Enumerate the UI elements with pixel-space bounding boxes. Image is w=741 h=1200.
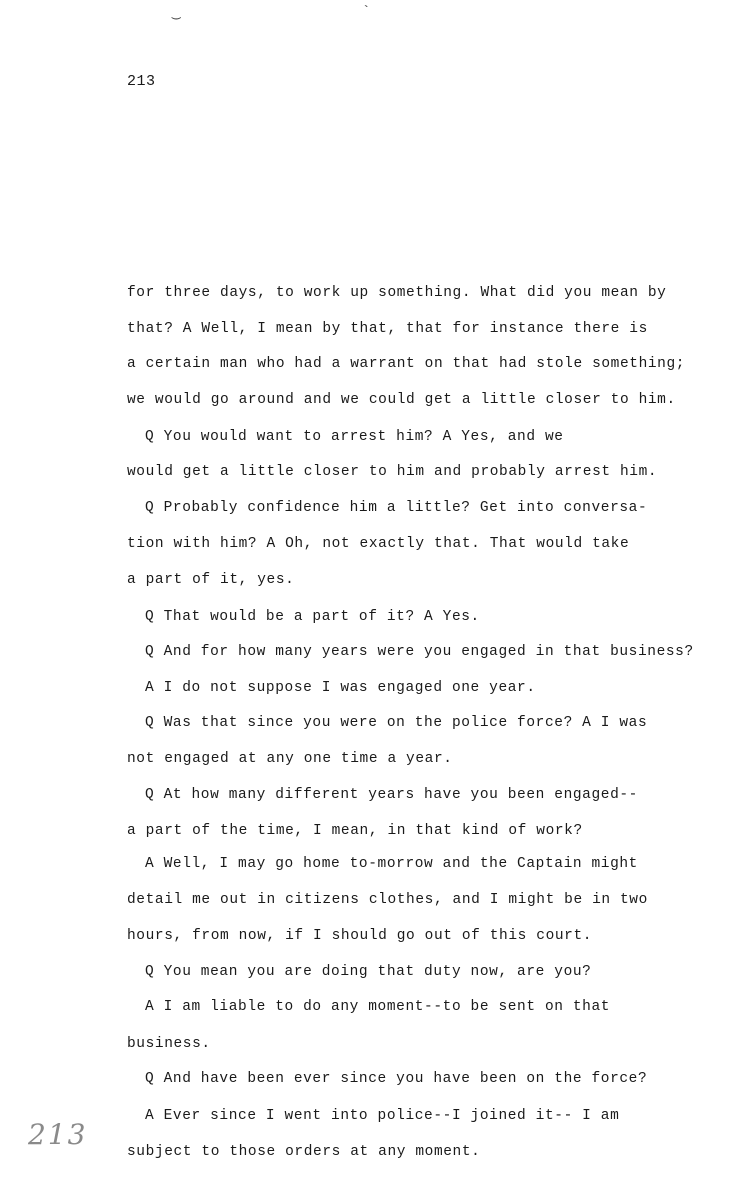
text-line: business. [127,1036,211,1052]
text-line: Q That would be a part of it? A Yes. [145,609,480,625]
text-line: a part of the time, I mean, in that kind of work? [127,823,583,839]
punch-mark: ` [362,4,371,20]
text-line: that? A Well, I mean by that, that for instance there is [127,321,648,337]
text-line: Q You mean you are doing that duty now, are you? [145,964,592,980]
text-line: would get a little closer to him and probably arrest him. [127,464,658,480]
text-line: we would go around and we could get a little closer to him. [127,392,676,408]
text-line: A I do not suppose I was engaged one year. [145,680,536,696]
text-line: Q Probably confidence him a little? Get into conversa- [145,500,648,516]
text-line: hours, from now, if I should go out of this court. [127,928,593,944]
page-number: 213 [127,73,156,90]
text-line: not engaged at any one time a year. [127,751,453,767]
text-line: tion with him? A Oh, not exactly that. That would take [127,536,630,552]
text-line: A Ever since I went into police--I joined it-- I am [145,1108,620,1124]
text-line: Q And have been ever since you have been on the force? [145,1071,648,1087]
text-line: detail me out in citizens clothes, and I might be in two [127,892,648,908]
text-line: A I am liable to do any moment--to be sent on that [145,999,611,1015]
text-line: a certain man who had a warrant on that had stole something; [127,356,686,372]
text-line: a part of it, yes. [127,572,295,588]
text-line: Q At how many different years have you been engaged-- [145,787,638,803]
text-line: subject to those orders at any moment. [127,1144,481,1160]
text-line: for three days, to work up something. What did you mean by [127,285,667,301]
handwritten-margin-number: 213 [28,1118,88,1151]
text-line: Q You would want to arrest him? A Yes, and we [145,429,564,445]
text-line: A Well, I may go home to-morrow and the Captain might [145,856,638,872]
text-line: Q Was that since you were on the police force? A I was [145,715,648,731]
text-line: Q And for how many years were you engaged in that business? [145,644,694,660]
punch-mark: ‿ [172,5,181,21]
